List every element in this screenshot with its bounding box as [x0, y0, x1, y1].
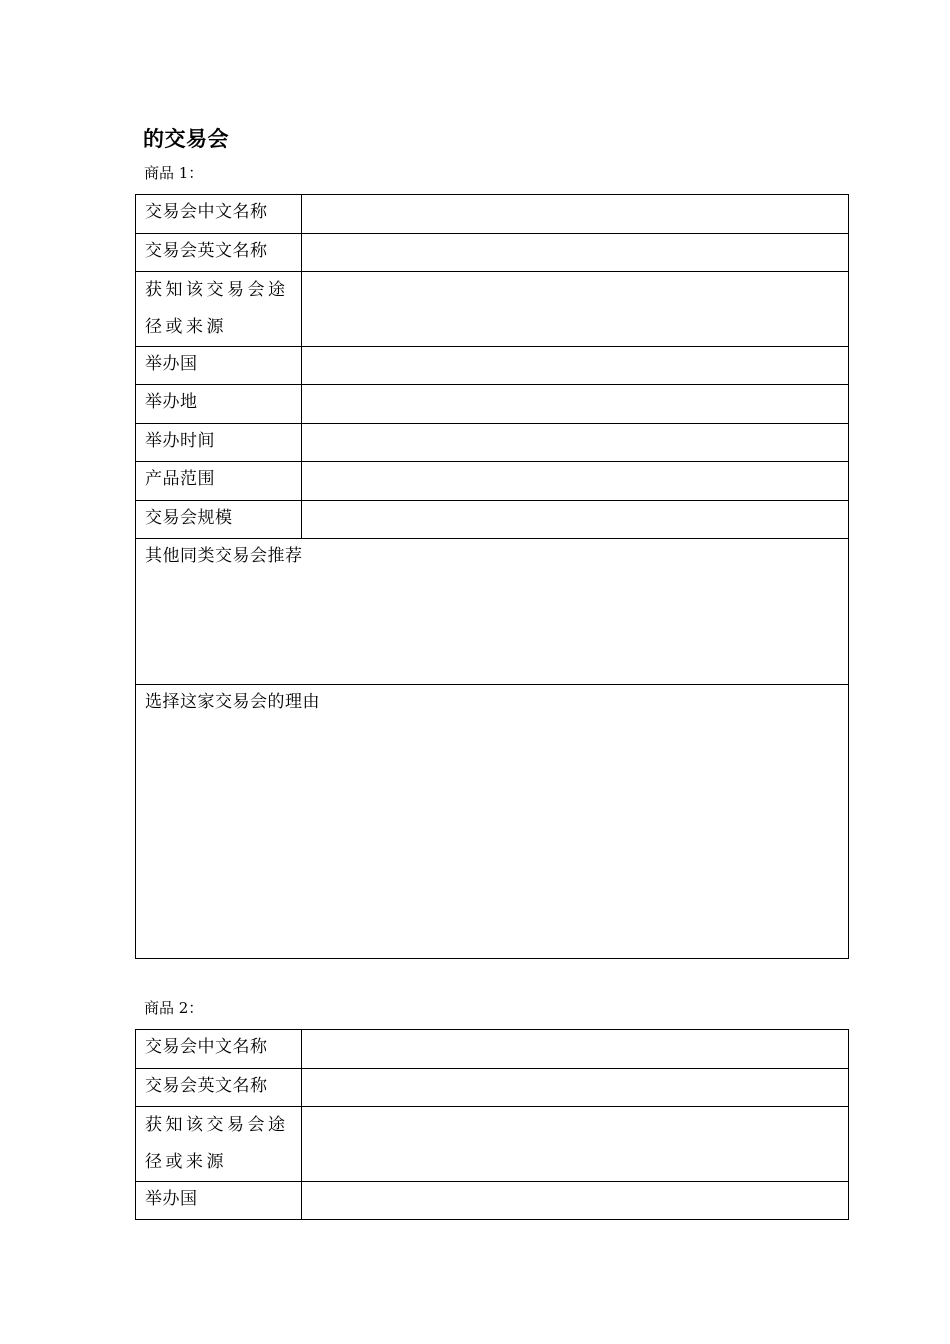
table-row [136, 1182, 849, 1220]
table-row [136, 1069, 849, 1107]
host-country-field[interactable] [302, 1182, 849, 1220]
reason-label: 选择这家交易会的理由 [145, 692, 320, 712]
table-row [136, 385, 849, 424]
host-country-field[interactable] [302, 347, 849, 385]
source-field[interactable] [302, 272, 849, 347]
section-1-table [135, 194, 849, 959]
row-label: 举办国 [136, 347, 302, 385]
row-label: 举办国 [136, 1182, 302, 1220]
reason-field[interactable] [136, 685, 849, 959]
table-row [136, 272, 849, 347]
section-2-table [135, 1029, 849, 1220]
section-2-label: 商品 2： [144, 999, 204, 1017]
product-range-field[interactable] [302, 462, 849, 501]
row-label: 交易会中文名称 [136, 1030, 302, 1069]
table-row [136, 539, 849, 685]
english-name-field[interactable] [302, 1069, 849, 1107]
table-row [136, 1030, 849, 1069]
document-title: 的交易会 [143, 127, 229, 151]
row-label: 交易会规模 [136, 501, 302, 539]
other-fairs-label: 其他同类交易会推荐 [145, 546, 303, 566]
row-label: 举办时间 [136, 424, 302, 462]
row-label: 产品范围 [136, 462, 302, 501]
table-row [136, 234, 849, 272]
table-row [136, 424, 849, 462]
table-row [136, 195, 849, 234]
row-label: 举办地 [136, 385, 302, 424]
row-label: 交易会英文名称 [136, 1069, 302, 1107]
row-label: 交易会中文名称 [136, 195, 302, 234]
host-location-field[interactable] [302, 385, 849, 424]
chinese-name-field[interactable] [302, 1030, 849, 1069]
host-time-field[interactable] [302, 424, 849, 462]
english-name-field[interactable] [302, 234, 849, 272]
table-row [136, 1107, 849, 1182]
table-row [136, 685, 849, 959]
chinese-name-field[interactable] [302, 195, 849, 234]
row-label: 获知该交易会途径或来源 [136, 272, 302, 347]
table-row [136, 501, 849, 539]
row-label: 获知该交易会途径或来源 [136, 1107, 302, 1182]
table-row [136, 462, 849, 501]
other-fairs-field[interactable] [136, 539, 849, 685]
fair-scale-field[interactable] [302, 501, 849, 539]
section-1-label: 商品 1： [144, 164, 204, 182]
row-label: 交易会英文名称 [136, 234, 302, 272]
source-field[interactable] [302, 1107, 849, 1182]
table-row [136, 347, 849, 385]
